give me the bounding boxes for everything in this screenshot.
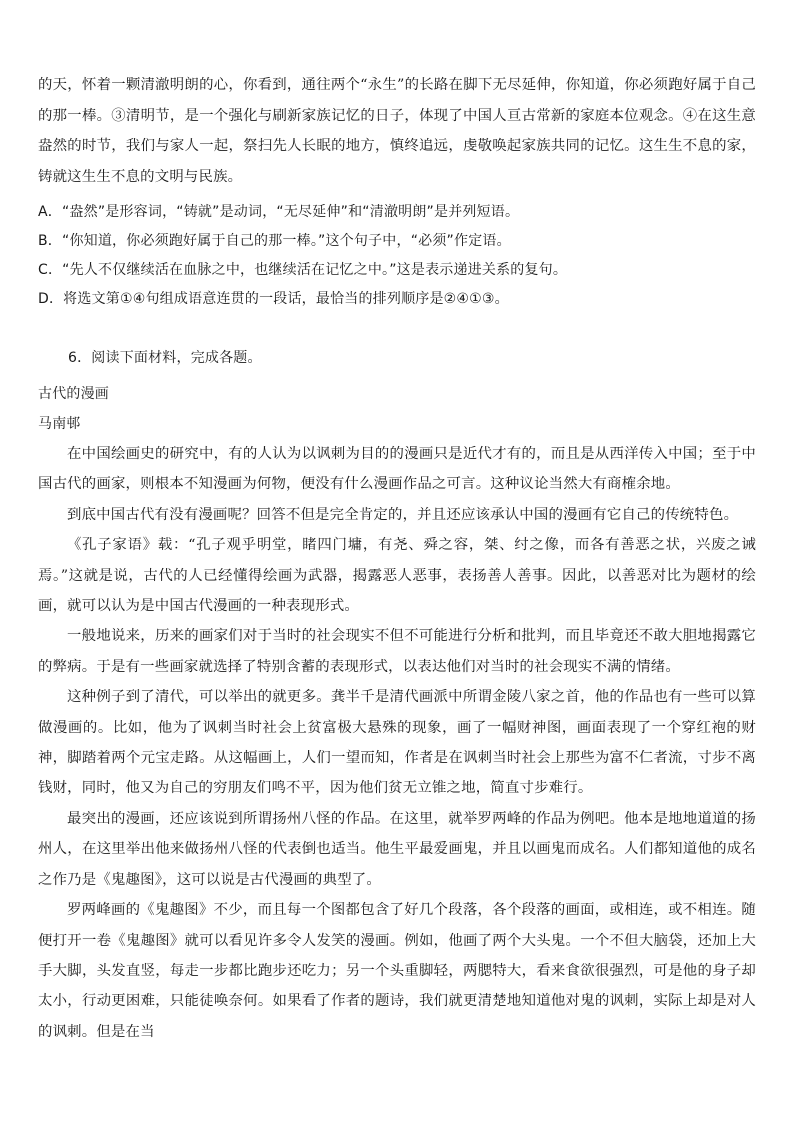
option-c: C．“先人不仅继续活在血脉之中，也继续活在记忆之中。”这是表示递进关系的复句。 [38, 262, 568, 278]
passage-continuation [38, 70, 756, 192]
option-a: A．“盎然”是形容词，“铸就”是动词，“无尽延伸”和“清澈明朗”是并列短语。 [38, 204, 520, 220]
option-d: D．将选文第①④句组成语意连贯的一段话，最恰当的排列顺序是②④①③。 [38, 291, 509, 307]
paragraph: 到底中国古代有没有漫画呢？回答不但是完全肯定的，并且还应该承认中国的漫画有它自己的传统特色。 [67, 506, 739, 523]
article-title: 古代的漫画 [38, 386, 109, 402]
paragraph: 《孔子家语》载：“孔子观乎明堂，睹四门墉，有尧、舜之容，桀、纣之像，而各有善恶之状，兴废之诫焉。”这就是说，古代的人已经懂得绘画为武器，揭露恶人恶事，表扬善人善事。因此，以善恶对比为题材的绘画，就可以认为是中国古代漫画的一种表现形式。 [38, 537, 756, 615]
paragraph: 罗两峰画的《鬼趣图》不少，而且每一个图都包含了好几个段落，各个段落的画面，或相连，或不相连。随便打开一卷《鬼趣图》就可以看见许多令人发笑的漫画。例如，他画了两个大头鬼。一个不但大脑袋，还加上大手大脚，头发直竖，每走一步都比跑步还吃力；另一个头重脚轻，两腮特大，看来食欲很强烈，可是他的身子却太小，行动更困难，只能徒唤奈何。如果看了作者的题诗，我们就更清楚地知道他对鬼的讽刺，实际上却是对人的讽刺。但是在当 [38, 902, 756, 1040]
answer-options [38, 198, 756, 314]
article-body [38, 439, 756, 1047]
option-b: B．“你知道，你必须跑好属于自己的那一棒。”这个句子中，“必须”作定语。 [38, 233, 511, 249]
paragraph: 这种例子到了清代，可以举出的就更多。龚半千是清代画派中所谓金陵八家之首，他的作品也有一些可以算做漫画的。比如，他为了讽刺当时社会上贫富极大悬殊的现象，画了一幅财神图，画面表现了一个穿红袍的财神，脚踏着两个元宝走路。从这幅画上，人们一望而知，作者是在讽刺当时社会上那些为富不仁者流，寸步不离钱财，同时，他又为自己的穷朋友们鸣不平，因为他们贫无立锥之地，简直寸步难行。 [38, 689, 756, 797]
paragraph: 在中国绘画史的研究中，有的人认为以讽刺为目的的漫画只是近代才有的，而且是从西洋传入中国；至于中国古代的画家，则根本不知漫画为何物，便没有什么漫画作品之可言。这种议论当然大有商榷余地。 [38, 446, 756, 493]
document-page [38, 70, 756, 1047]
question-6-prompt: 6．阅读下面材料，完成各题。 [68, 350, 262, 366]
paragraph: 一般地说来，历来的画家们对于当时的社会现实不但不可能进行分析和批判，而且毕竟还不敢大胆地揭露它的弊病。于是有一些画家就选择了特别含蓄的表现形式，以表达他们对当时的社会现实不满的情绪。 [38, 628, 756, 675]
paragraph: 最突出的漫画，还应该说到所谓扬州八怪的作品。在这里，就举罗两峰的作品为例吧。他本是地地道道的扬州人，在这里举出他来做扬州八怪的代表倒也适当。他生平最爱画鬼，并且以画鬼而成名。人们都知道他的成名之作乃是《鬼趣图》，这可以说是古代漫画的典型了。 [38, 810, 756, 888]
article-author: 马南邨 [38, 416, 81, 432]
passage-text: 的天，怀着一颗清澈明朗的心，你看到，通往两个“永生”的长路在脚下无尽延伸，你知道，你必须跑好属于自己的那一棒。③清明节，是一个强化与刷新家族记忆的日子，体现了中国人亘古常新的家庭本位观念。④在这生意盎然的时节，我们与家人一起，祭扫先人长眠的地方，慎终追远，虔敬唤起家族共同的记忆。这生生不息的家，铸就这生生不息的文明与民族。 [38, 77, 756, 185]
